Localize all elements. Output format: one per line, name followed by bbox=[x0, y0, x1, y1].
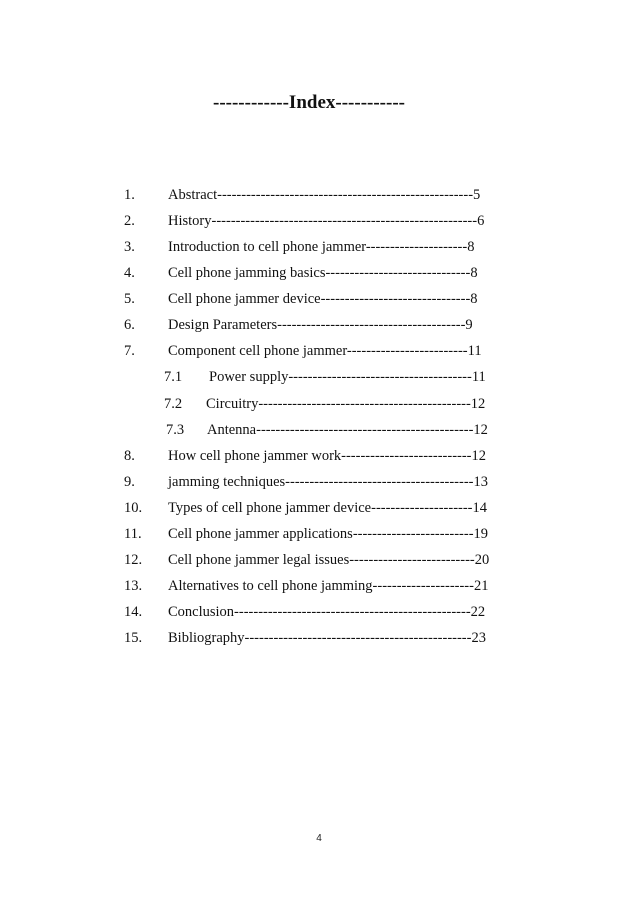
entry-text: Cell phone jammer device-------------------------------8 bbox=[168, 291, 478, 307]
entry-number: 7. bbox=[124, 343, 135, 359]
entry-number: 14. bbox=[124, 604, 143, 620]
entry-number: 8. bbox=[124, 448, 135, 464]
entry-text: Types of cell phone jammer device---------------------14 bbox=[168, 500, 488, 516]
entry-number: 2. bbox=[124, 213, 135, 229]
entry-number: 3. bbox=[124, 239, 135, 255]
entry-text: Cell phone jammer applications-------------------------19 bbox=[168, 526, 489, 542]
entry-number: 12. bbox=[124, 552, 143, 568]
entry-text: Introduction to cell phone jammer---------------------8 bbox=[168, 239, 475, 255]
page-number: 4 bbox=[316, 833, 322, 844]
entry-number: 15. bbox=[124, 630, 143, 646]
entry-text: Component cell phone jammer-------------------------11 bbox=[168, 343, 482, 359]
entry-number: 7.1 bbox=[164, 369, 183, 385]
entry-text: History-------------------------------------------------------6 bbox=[168, 213, 485, 229]
entry-number: 7.3 bbox=[166, 422, 185, 438]
entry-text: Conclusion-------------------------------------------------22 bbox=[168, 604, 486, 620]
entry-text: Circuitry--------------------------------------------12 bbox=[206, 396, 486, 412]
index-title: ------------Index----------- bbox=[213, 92, 405, 113]
entry-number: 5. bbox=[124, 291, 135, 307]
entry-number: 4. bbox=[124, 265, 135, 281]
entry-text: jamming techniques---------------------------------------13 bbox=[168, 474, 488, 490]
entry-text: Cell phone jammer legal issues--------------------------20 bbox=[168, 552, 490, 568]
entry-text: Alternatives to cell phone jamming---------------------21 bbox=[168, 578, 489, 594]
entry-text: Bibliography-----------------------------------------------23 bbox=[168, 630, 486, 646]
entry-text: Design Parameters---------------------------------------9 bbox=[168, 317, 473, 333]
entry-text: How cell phone jammer work---------------------------12 bbox=[168, 448, 487, 464]
entry-number: 1. bbox=[124, 187, 135, 203]
entry-number: 6. bbox=[124, 317, 135, 333]
entry-text: Antenna---------------------------------------------12 bbox=[207, 422, 488, 438]
entry-number: 10. bbox=[124, 500, 143, 516]
entry-number: 11. bbox=[124, 526, 142, 542]
entry-text: Power supply--------------------------------------11 bbox=[209, 369, 486, 385]
entry-text: Cell phone jamming basics------------------------------8 bbox=[168, 265, 478, 281]
entry-number: 9. bbox=[124, 474, 135, 490]
entry-number: 7.2 bbox=[164, 396, 183, 412]
entry-text: Abstract-----------------------------------------------------5 bbox=[168, 187, 481, 203]
entry-number: 13. bbox=[124, 578, 143, 594]
